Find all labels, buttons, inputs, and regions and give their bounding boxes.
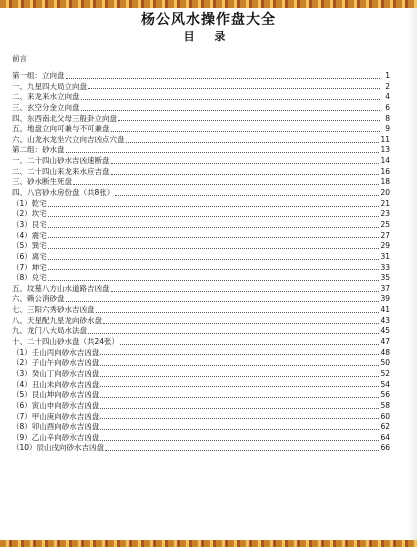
toc-entry[interactable] xyxy=(12,188,390,199)
toc-entry-title: 六、赖公消砂盘 xyxy=(12,294,65,304)
toc-entry-title: 三、玄空分金立向盘 xyxy=(12,102,80,112)
dot-leader xyxy=(120,338,379,345)
toc-entry[interactable] xyxy=(12,380,390,391)
toc-entry-title: 二、来龙来水立向盘 xyxy=(12,92,80,102)
dot-leader xyxy=(118,114,380,121)
toc-entry-title: 第一组：立向盘 xyxy=(12,71,65,80)
dot-leader xyxy=(100,380,379,387)
toc-entry[interactable] xyxy=(12,220,390,231)
dot-leader xyxy=(105,444,379,451)
toc-entry[interactable] xyxy=(12,422,390,433)
toc-entry-title: （5）巽宅 xyxy=(12,241,47,251)
toc-entry[interactable] xyxy=(12,231,390,242)
dot-leader xyxy=(48,210,380,217)
dot-leader xyxy=(48,242,380,249)
toc-entry-page-number: 43 xyxy=(380,315,390,325)
dot-leader xyxy=(100,423,379,430)
dot-leader xyxy=(48,231,380,238)
toc-entry[interactable] xyxy=(12,433,390,444)
dot-leader xyxy=(111,168,380,175)
toc-entry[interactable] xyxy=(12,412,390,423)
toc-entry-page-number: 14 xyxy=(380,156,390,166)
toc-entry-title: 二、二十四山来龙来水应吉盘 xyxy=(12,166,110,176)
toc-entry-title: （1）壬山丙向砂水吉凶盘 xyxy=(12,347,100,357)
dot-leader xyxy=(81,93,381,100)
dot-leader xyxy=(100,434,379,441)
toc-entries xyxy=(12,71,390,454)
toc-entry[interactable] xyxy=(12,209,390,220)
toc-entry-page-number: 48 xyxy=(380,347,390,357)
toc-entry[interactable] xyxy=(12,252,390,263)
dot-leader xyxy=(103,317,379,324)
toc-entry[interactable] xyxy=(12,145,390,156)
dot-leader xyxy=(88,82,380,89)
toc-entry-page-number: 16 xyxy=(380,166,390,176)
toc-entry-title: （3）癸山丁向砂水吉凶盘 xyxy=(12,368,100,378)
toc-entry[interactable] xyxy=(12,316,390,327)
toc-entry[interactable] xyxy=(12,71,390,82)
document-title: 杨公风水操作盘大全 xyxy=(141,12,276,28)
toc-entry-page-number: 50 xyxy=(380,358,390,368)
toc-entry-title: （10）辰山戌向砂水吉凶盘 xyxy=(12,443,105,453)
toc-entry-title: 八、天星配九星龙向砂水盘 xyxy=(12,315,102,325)
toc-entry-title: （3）艮宅 xyxy=(12,219,47,229)
dot-leader xyxy=(66,146,380,153)
toc-entry-title: 九、龙门八大局水法盘 xyxy=(12,326,87,336)
dot-leader xyxy=(66,295,380,302)
toc-entry[interactable] xyxy=(12,401,390,412)
toc-entry-page-number: 60 xyxy=(380,411,390,421)
table-of-contents xyxy=(12,53,390,454)
dot-leader xyxy=(96,306,380,313)
toc-entry[interactable] xyxy=(12,273,390,284)
toc-entry-title: （8）卯山酉向砂水吉凶盘 xyxy=(12,422,100,432)
dot-leader xyxy=(48,200,380,207)
toc-entry-page-number: 27 xyxy=(380,230,390,240)
toc-entry[interactable] xyxy=(12,263,390,274)
dot-leader xyxy=(111,125,381,132)
dot-leader xyxy=(81,104,381,111)
dot-leader xyxy=(48,274,380,281)
toc-entry-page-number: 1 xyxy=(385,71,390,80)
toc-entry-page-number: 29 xyxy=(380,241,390,251)
dot-leader xyxy=(48,263,380,270)
toc-entry-page-number: 58 xyxy=(380,400,390,410)
dot-leader xyxy=(100,370,379,377)
toc-entry-title: （8）兑宅 xyxy=(12,273,47,283)
toc-entry-page-number: 33 xyxy=(380,262,390,272)
toc-entry[interactable] xyxy=(12,348,390,359)
toc-entry-title: （2）子山午向砂水吉凶盘 xyxy=(12,358,100,368)
dot-leader xyxy=(100,359,379,366)
dot-leader xyxy=(48,253,380,260)
toc-entry[interactable] xyxy=(12,358,390,369)
toc-entry-title: 六、山龙水龙坐穴立向吉凶点穴盘 xyxy=(12,134,125,144)
toc-entry[interactable] xyxy=(12,369,390,380)
toc-entry[interactable] xyxy=(12,294,390,305)
toc-entry-title: （9）乙山辛向砂水吉凶盘 xyxy=(12,432,100,442)
toc-entry-title: （7）坤宅 xyxy=(12,262,47,272)
toc-entry-page-number: 45 xyxy=(380,326,390,336)
toc-entry-title: 四、东西南北父母三般卦立向盘 xyxy=(12,113,117,123)
toc-entry-page-number: 54 xyxy=(380,379,390,389)
toc-entry-page-number: 9 xyxy=(385,124,390,134)
toc-entry-title: 第二组：砂水盘 xyxy=(12,145,65,155)
dot-leader xyxy=(100,348,379,355)
toc-entry-page-number: 41 xyxy=(380,305,390,315)
toc-entry[interactable] xyxy=(12,103,390,114)
toc-entry-title: （6）离宅 xyxy=(12,251,47,261)
toc-entry-page-number: 64 xyxy=(380,432,390,442)
dot-leader xyxy=(100,412,379,419)
toc-entry[interactable] xyxy=(12,326,390,337)
page-edge-shadow xyxy=(407,8,417,540)
toc-entry[interactable] xyxy=(12,241,390,252)
toc-entry[interactable] xyxy=(12,199,390,210)
toc-entry-page-number: 37 xyxy=(380,283,390,293)
toc-entry-page-number: 6 xyxy=(385,102,390,112)
dot-leader xyxy=(126,136,380,143)
toc-entry[interactable] xyxy=(12,390,390,401)
toc-entry[interactable] xyxy=(12,167,390,178)
toc-entry-page-number: 31 xyxy=(380,251,390,261)
toc-entry-page-number: 4 xyxy=(385,92,390,102)
toc-entry-page-number: 21 xyxy=(380,198,390,208)
toc-entry-title: （4）丑山未向砂水吉凶盘 xyxy=(12,379,100,389)
decorative-top-border xyxy=(0,0,417,8)
toc-entry-page-number: 35 xyxy=(380,273,390,283)
toc-entry[interactable] xyxy=(12,156,390,167)
toc-entry-title: （1）乾宅 xyxy=(12,198,47,208)
toc-entry-page-number: 23 xyxy=(380,209,390,219)
preface-link[interactable]: 前言 xyxy=(12,54,27,63)
toc-entry-title: 十、二十四山砂水盘（共24张） xyxy=(12,337,120,347)
toc-entry[interactable] xyxy=(12,443,390,454)
dot-leader xyxy=(111,157,380,164)
dot-leader xyxy=(100,402,379,409)
toc-entry[interactable] xyxy=(12,284,390,295)
toc-entry-title: 七、三阳六秀砂水吉凶盘 xyxy=(12,305,95,315)
toc-entry-title: 五、坟墓八方山水道路吉凶盘 xyxy=(12,283,110,293)
toc-entry[interactable] xyxy=(12,337,390,348)
toc-entry-page-number: 52 xyxy=(380,368,390,378)
toc-entry[interactable] xyxy=(12,177,390,188)
dot-leader xyxy=(111,285,380,292)
toc-entry-page-number: 39 xyxy=(380,294,390,304)
toc-entry[interactable] xyxy=(12,114,390,125)
dot-leader xyxy=(100,391,379,398)
dot-leader xyxy=(73,178,379,185)
toc-entry-page-number: 13 xyxy=(380,145,390,155)
toc-entry-page-number: 62 xyxy=(380,422,390,432)
toc-entry-title: （4）震宅 xyxy=(12,230,47,240)
toc-entry-page-number: 20 xyxy=(380,188,390,198)
decorative-bottom-border xyxy=(0,540,417,547)
toc-entry[interactable] xyxy=(12,124,390,135)
dot-leader xyxy=(48,221,380,228)
toc-entry-page-number: 56 xyxy=(380,390,390,400)
toc-entry-title: 五、地盘立向可兼与不可兼盘 xyxy=(12,124,110,134)
toc-entry[interactable] xyxy=(12,135,390,146)
toc-entry-page-number: 18 xyxy=(380,177,390,187)
toc-entry-title: （5）艮山坤向砂水吉凶盘 xyxy=(12,390,100,400)
toc-entry-title: 一、九星四大局立向盘 xyxy=(12,81,87,91)
toc-entry-title: （7）甲山庚向砂水吉凶盘 xyxy=(12,411,100,421)
dot-leader xyxy=(88,327,379,334)
dot-leader xyxy=(115,189,379,196)
toc-entry-title: 四、八宫砂水房份盘（共8张） xyxy=(12,188,115,198)
toc-entry-page-number: 66 xyxy=(380,443,390,453)
toc-entry-page-number: 47 xyxy=(380,337,390,347)
document-subtitle: 目 录 xyxy=(183,30,234,43)
toc-entry-page-number: 25 xyxy=(380,219,390,229)
toc-entry[interactable] xyxy=(12,82,390,93)
toc-entry[interactable] xyxy=(12,305,390,316)
toc-entry-title: （6）寅山申向砂水吉凶盘 xyxy=(12,400,100,410)
toc-entry-title: 一、二十四山砂水吉凶速断盘 xyxy=(12,156,110,166)
toc-entry-page-number: 2 xyxy=(385,81,390,91)
toc-entry-title: （2）坎宅 xyxy=(12,209,47,219)
toc-entry[interactable] xyxy=(12,92,390,103)
toc-entry-page-number: 11 xyxy=(380,134,390,144)
dot-leader xyxy=(66,72,381,79)
toc-entry-title: 三、砂水断生死盘 xyxy=(12,177,72,187)
toc-entry-page-number: 8 xyxy=(385,113,390,123)
